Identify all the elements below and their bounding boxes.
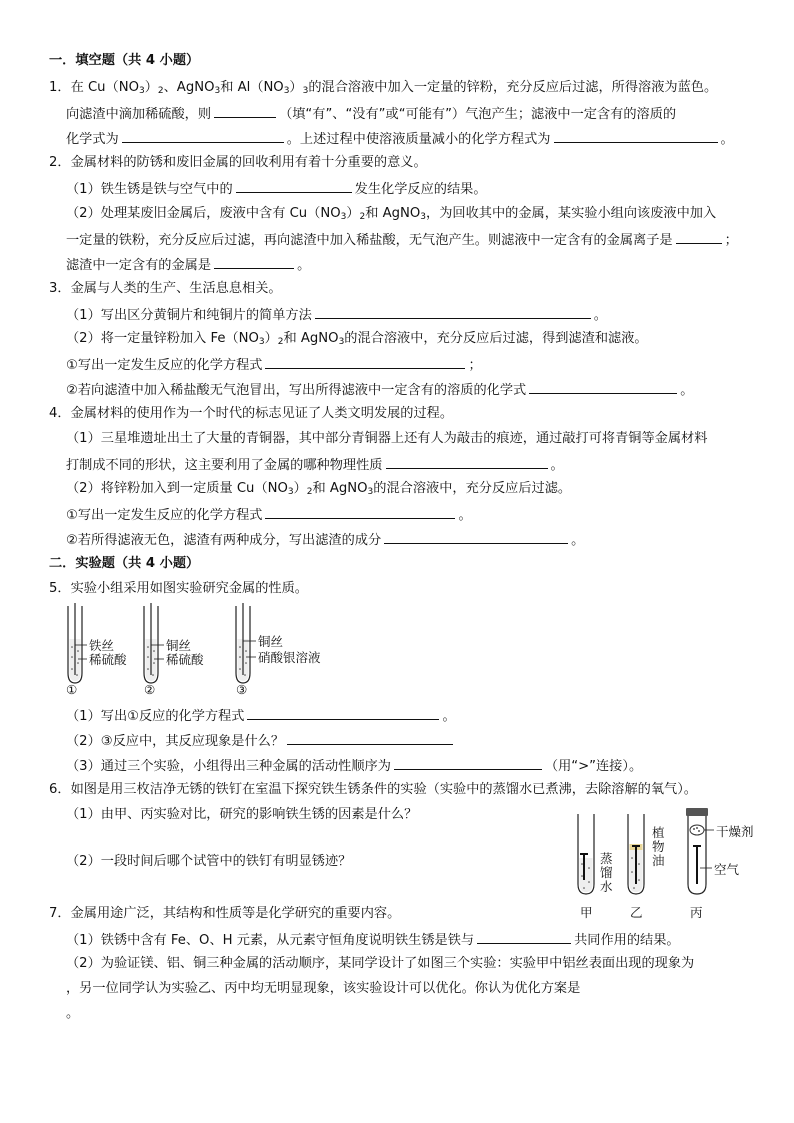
test-tube-1 [68, 603, 87, 683]
q5-text: （1）写出①反应的化学方程式 [66, 709, 245, 724]
q2-text: 。 [297, 258, 311, 273]
label-iron-wire: 铁丝 [89, 638, 115, 653]
q5-test-tube-figure [60, 601, 360, 697]
label-jia: 甲 [580, 905, 593, 920]
q1-text: （填“有”、“没有”或“可能有”）气泡产生；滤液中一定含有的溶质的 [279, 107, 677, 122]
q3-line3: （2）将一定量锌粉加入 $Fe(NO_3)_2$和 AgNO$_3$的混合溶液中，充分反应后过滤，得到滤渣和滤液。 [66, 331, 648, 347]
q4-text: 和 AgNO [312, 481, 368, 496]
q5-text: （2）③反应中，其反应现象是什么？ [66, 734, 285, 749]
q4-line4: （2）将锌粉加入到一定质量 $Cu(NO_3)_2$和 AgNO$_3$的混合溶液中，充分反应后过滤。 [66, 481, 572, 497]
q2-line2 [66, 179, 487, 199]
q7-text: （1）铁锈中含有 Fe、O、H 元素，从元素守恒角度说明铁生锈是铁与 [66, 933, 475, 948]
q5-line1: 5．实验小组采用如图实验研究金属的性质。 [49, 581, 308, 596]
answer-blank[interactable] [265, 505, 455, 519]
q2-text: 滤渣中一定含有的金属是 [66, 258, 212, 273]
q2-text: ； [724, 233, 738, 248]
q1-text: 。上述过程中使溶液质量减小的化学方程式为 [286, 132, 551, 147]
q4-text: ） [293, 481, 307, 496]
tube-number-2: ② [144, 682, 156, 697]
q1-line1: 1．在 $Cu(NO_3)_2$、AgNO$_3$和 $Al(NO_3)_3$的混合溶液中加入一定量的锌粉，充分反应后过滤，所得溶液为蓝色。 [49, 80, 718, 96]
q3-text: ） [264, 331, 278, 346]
q4-text: 。 [550, 458, 564, 473]
tube-yi [628, 814, 644, 894]
label-air: 空气 [714, 862, 740, 877]
q4-text: 打制成不同的形状，这主要利用了金属的哪种物理性质 [66, 458, 383, 473]
q5-text: 。 [442, 709, 456, 724]
q6-line3: （2）一段时间后哪个试管中的铁钉有明显锈迹？ [66, 854, 352, 869]
q3-text: 。 [680, 383, 694, 398]
q4-text: （2）将锌粉加入到一定质量 Cu（NO [66, 481, 288, 496]
q2-text: ，为回收其中的金属，某实验小组向该废液中加入 [426, 206, 717, 221]
answer-blank[interactable] [236, 179, 352, 193]
q1-text: 。 [720, 132, 734, 147]
q1-text: 向滤渣中滴加稀硫酸，则 [66, 107, 212, 122]
q1-text: 、AgNO [163, 80, 215, 95]
q6-line1: 6．如图是用三枚洁净无锈的铁钉在室温下探究铁生锈条件的实验（实验中的蒸馏水已煮沸，去除溶解的氧气）。 [49, 782, 697, 797]
q1-text: 1．在 Cu（NO [49, 80, 139, 95]
q1-text: ） [289, 80, 303, 95]
q3-text: 的混合溶液中，充分反应后过滤，得到滤渣和滤液。 [344, 331, 648, 346]
q3-line5 [66, 380, 693, 400]
q4-text: 的混合溶液中，充分反应后过滤。 [373, 481, 572, 496]
q4-line1: 4．金属材料的使用作为一个时代的标志见证了人类文明发展的过程。 [49, 406, 454, 421]
q6-rust-experiment-figure [566, 806, 762, 922]
tube-bing [686, 808, 714, 894]
section-title-experiment: 二．实验题（共 4 小题） [49, 556, 200, 571]
answer-blank[interactable] [247, 706, 439, 720]
q7-line3: （2）为验证镁、铝、铜三种金属的活动顺序，某同学设计了如图三个实验：实验甲中铝丝表面出现的现象为 [66, 956, 695, 971]
q4-line5 [66, 505, 472, 525]
test-tube-2 [144, 603, 164, 683]
section-title-fill-blank: 一．填空题（共 4 小题） [49, 53, 200, 68]
answer-blank[interactable] [214, 104, 276, 118]
tube-number-3: ③ [236, 682, 248, 697]
q1-text: 化学式为 [66, 132, 119, 147]
q7-line4: ，另一位同学认为实验乙、丙中均无明显现象，该实验设计可以优化。你认为优化方案是 [66, 981, 581, 996]
q5-line4 [66, 756, 642, 776]
q2-line1: 2．金属材料的防锈和废旧金属的回收利用有着十分重要的意义。 [49, 155, 427, 170]
q5-line2 [66, 706, 456, 726]
q7-line1: 7．金属用途广泛，其结构和性质等是化学研究的重要内容。 [49, 906, 401, 921]
q3-text: （2）将一定量锌粉加入 Fe（NO [66, 331, 259, 346]
q3-text: ②若向滤渣中加入稀盐酸无气泡冒出，写出所得滤液中一定含有的溶质的化学式 [66, 383, 527, 398]
q4-line3 [66, 455, 564, 475]
label-yi: 乙 [630, 905, 643, 920]
q5-text: （用“>”连接）。 [544, 759, 643, 774]
label-copper-wire: 铜丝 [166, 638, 192, 653]
q4-text: ①写出一定发生反应的化学方程式 [66, 508, 263, 523]
q1-text: 和 Al（NO [220, 80, 284, 95]
label-copper-wire: 铜丝 [258, 634, 284, 649]
q5-line3 [66, 731, 456, 751]
q2-line4 [66, 230, 738, 250]
q2-text: 一定量的铁粉，充分反应后过滤，再向滤渣中加入稀盐酸，无气泡产生。则滤液中一定含有的金属离子是 [66, 233, 673, 248]
answer-blank[interactable] [529, 380, 677, 394]
label-bing: 丙 [690, 905, 703, 920]
q6-line2: （1）由甲、丙实验对比，研究的影响铁生锈的因素是什么？ [66, 807, 418, 822]
answer-blank[interactable] [265, 355, 465, 369]
q2-text: 和 AgNO [365, 206, 421, 221]
q3-text: 。 [593, 308, 607, 323]
answer-blank[interactable] [386, 455, 548, 469]
answer-blank[interactable] [122, 129, 284, 143]
q1-text: ） [144, 80, 158, 95]
q2-line3: （2）处理某废旧金属后，废液中含有 $Cu(NO_3)_2$和 AgNO$_3$，为回收其中的金属，某实验小组向该废液中加入 [66, 206, 717, 222]
label-distilled-water: 蒸馏水 [600, 851, 613, 894]
label-silver-nitrate-solution: 硝酸银溶液 [258, 650, 321, 665]
q1-line3 [66, 129, 734, 149]
label-dilute-sulfuric-acid: 稀硫酸 [166, 652, 204, 667]
q7-line5: 。 [66, 1006, 80, 1021]
tube-jia [578, 814, 594, 894]
label-vegetable-oil: 植物油 [652, 825, 665, 868]
q4-line2: （1）三星堆遗址出土了大量的青铜器，其中部分青铜器上还有人为敲击的痕迹，通过敲打可将青铜等金属材料 [66, 431, 708, 446]
q1-line2 [66, 104, 676, 124]
answer-blank[interactable] [676, 230, 722, 244]
answer-blank[interactable] [315, 305, 591, 319]
label-desiccant: 干燥剂 [716, 824, 754, 839]
answer-blank[interactable] [477, 930, 571, 944]
test-tube-3 [236, 603, 256, 683]
q4-text: 。 [571, 533, 585, 548]
q3-line1: 3．金属与人类的生产、生活息息相关。 [49, 281, 282, 296]
q3-text: 和 AgNO [283, 331, 339, 346]
q2-line5 [66, 255, 310, 275]
q2-text: （2）处理某废旧金属后，废液中含有 Cu（NO [66, 206, 341, 221]
tube-number-1: ① [66, 682, 78, 697]
q2-text: 发生化学反应的结果。 [354, 182, 487, 197]
q2-text: （1）铁生锈是铁与空气中的 [66, 182, 233, 197]
q3-line4 [66, 355, 482, 375]
q4-text: 。 [458, 508, 472, 523]
q1-text: 的混合溶液中加入一定量的锌粉，充分反应后过滤，所得溶液为蓝色。 [308, 80, 718, 95]
answer-blank[interactable] [384, 530, 568, 544]
q2-text: ） [346, 206, 360, 221]
q3-text: ①写出一定发生反应的化学方程式 [66, 358, 263, 373]
label-dilute-sulfuric-acid: 稀硫酸 [89, 652, 127, 667]
q3-line2 [66, 305, 607, 325]
q4-text: ②若所得滤液无色，滤渣有两种成分，写出滤渣的成分 [66, 533, 382, 548]
answer-blank[interactable] [214, 255, 294, 269]
q3-text: ； [468, 358, 482, 373]
q7-text: 共同作用的结果。 [574, 933, 680, 948]
q4-line6 [66, 530, 584, 550]
answer-blank[interactable] [394, 756, 542, 770]
q5-text: （3）通过三个实验，小组得出三种金属的活动性顺序为 [66, 759, 391, 774]
q7-line2 [66, 930, 680, 950]
answer-blank[interactable] [554, 129, 718, 143]
q3-text: （1）写出区分黄铜片和纯铜片的简单方法 [66, 308, 312, 323]
answer-blank[interactable] [287, 731, 453, 745]
